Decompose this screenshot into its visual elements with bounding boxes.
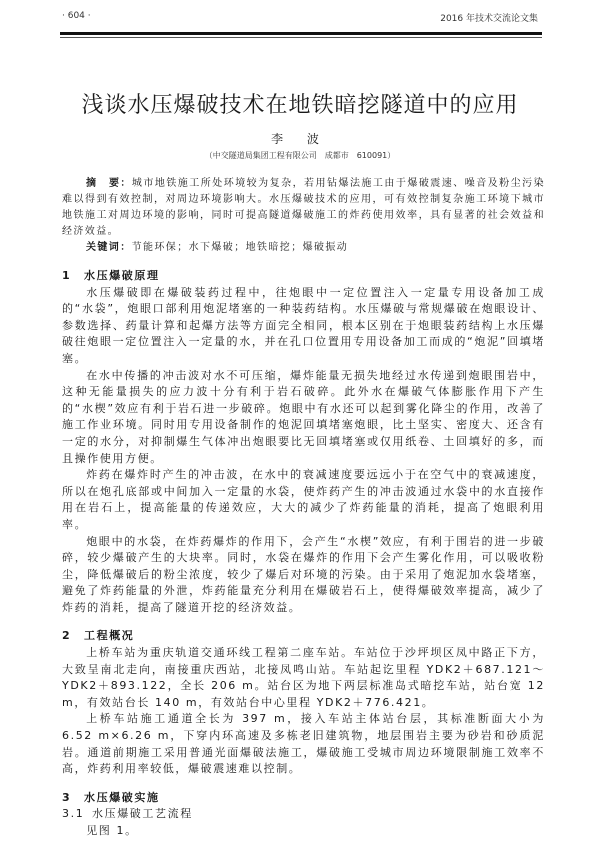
section-heading [62,628,545,645]
section-number: 1 [62,269,72,282]
paragraph: 见图 1。 [86,824,138,837]
paragraph: 上桥车站施工通道全长为 397 m，接入车站主体站台层，其标准断面大小为 6.52 m×6.26 m，下穿内环高速及多栋老旧建筑物，地层围岩主要为砂岩和砂质泥岩。通道前期施工采用普通光面爆破法施工，爆破施工受城市周边环境限制施工效率不高，炸药利用率较低，爆破震速难以控制。 [62,712,545,776]
abstract-block [62,176,545,256]
text-flow [62,176,545,850]
main-text [62,268,545,840]
paragraph: 在水中传播的冲击波对水不可压缩，爆炸能量无损失地经过水传递到炮眼围岩中，这种无能量损失的应力波十分有利于岩石破碎。此外水在爆破气体膨胀作用下产生的“水楔”效应有利于岩石进一步破碎。炮眼中有水还可以起到雾化降尘的作用，改善了施工作业环境。同时用专用设备制作的炮泥回填堵塞炮眼，比土坚实、密度大、还含有一定的水分，对抑制爆生气体冲出炮眼要比无回填堵塞或仅用纸卷、土回填好的多，而且操作使用方便。 [62,368,545,465]
abstract-label: 摘 要： [86,178,132,189]
paragraph: 水压爆破即在爆破装药过程中，往炮眼中一定位置注入一定量专用设备加工成的“水袋”，炮眼口部利用炮泥堵塞的一种装药结构。水压爆破与常规爆破在炮眼设计、参数选择、药量计算和起爆方法等方面完全相同，根本区别在于炮眼装药结构上水压爆破往炮眼一定位置注入一定量的水，并在孔口位置用专用设备加工而成的“炮泥”回填堵塞。 [62,285,545,365]
paragraph: 炸药在爆炸时产生的冲击波，在水中的衰减速度要远远小于在空气中的衰减速度，所以在炮孔底部或中间加入一定量的水袋，使炸药产生的冲击波通过水袋中的水直接作用在岩石上，提高能量的传递效应，大大的减少了炸药能量的消耗，提高了炮眼利用率。 [62,468,545,531]
subsection-number: 3.1 [62,807,85,821]
author: 李 波 [271,132,329,146]
section-title: 水压爆破实施 [84,790,160,804]
section-number: 3 [62,790,72,804]
paragraph: 上桥车站为重庆轨道交通环线工程第二座车站。车站位于沙坪坝区凤中路正下方，大致呈南北走向，南接重庆西站，北接凤鸣山站。车站起讫里程 YDK2＋687.121～YDK2＋893.122，全长 206 m。站台区为地下两层标准岛式暗挖车站，站台宽 12 m，有效站台长 140 m，有效站台中心里程 YDK2＋776.421。 [62,646,545,709]
section-number: 2 [62,629,72,643]
keywords-text: 节能环保；水下爆破；地铁暗挖；爆破振动 [131,242,349,253]
keywords [62,240,545,256]
keywords-label: 关键词： [86,242,132,253]
running-header: 2016 年技术交流论文集 [440,14,538,24]
header-rule-thin [60,37,542,38]
affiliation: （中交隧道局集团工程有限公司 成都市 610091） [204,151,396,160]
section-heading [62,790,545,807]
section-title: 水压爆破原理 [84,269,160,282]
abstract-text: 城市地铁施工所处环境较为复杂，若用钻爆法施工由于爆破震速、噪音及粉尘污染难以得到有效控制，对周边环境影响大。水压爆破技术的应用，可有效控制复杂施工环境下城市地铁施工对周边环境的影响，同时可提高隧道爆破施工的炸药使用效率，具有显著的社会效益和经济效益。 [62,178,545,237]
section-title: 工程概况 [84,629,135,643]
section-heading [62,268,545,285]
paper-title: 浅谈水压爆破技术在地铁暗挖隧道中的应用 [81,93,519,118]
abstract [62,176,545,240]
subsection-title: 水压爆破工艺流程 [92,807,193,821]
paragraph: 炮眼中的水袋，在炸药爆炸的作用下，会产生“水楔”效应，有利于围岩的进一步破碎，较少爆破产生的大块率。同时，水袋在爆炸的作用下会产生雾化作用，可以吸收粉尘，降低爆破后的粉尘浓度，较少了爆后对环境的污染。由于采用了炮泥加水袋堵塞，避免了炸药能量的外泄，炸药能量充分利用在爆破岩石上，使得爆破效率提高，减少了炸药的消耗，提高了隧道开挖的经济效益。 [62,534,545,614]
header-rule [60,32,542,35]
subsection-heading [62,806,545,823]
page-number: · 604 · [62,11,91,21]
